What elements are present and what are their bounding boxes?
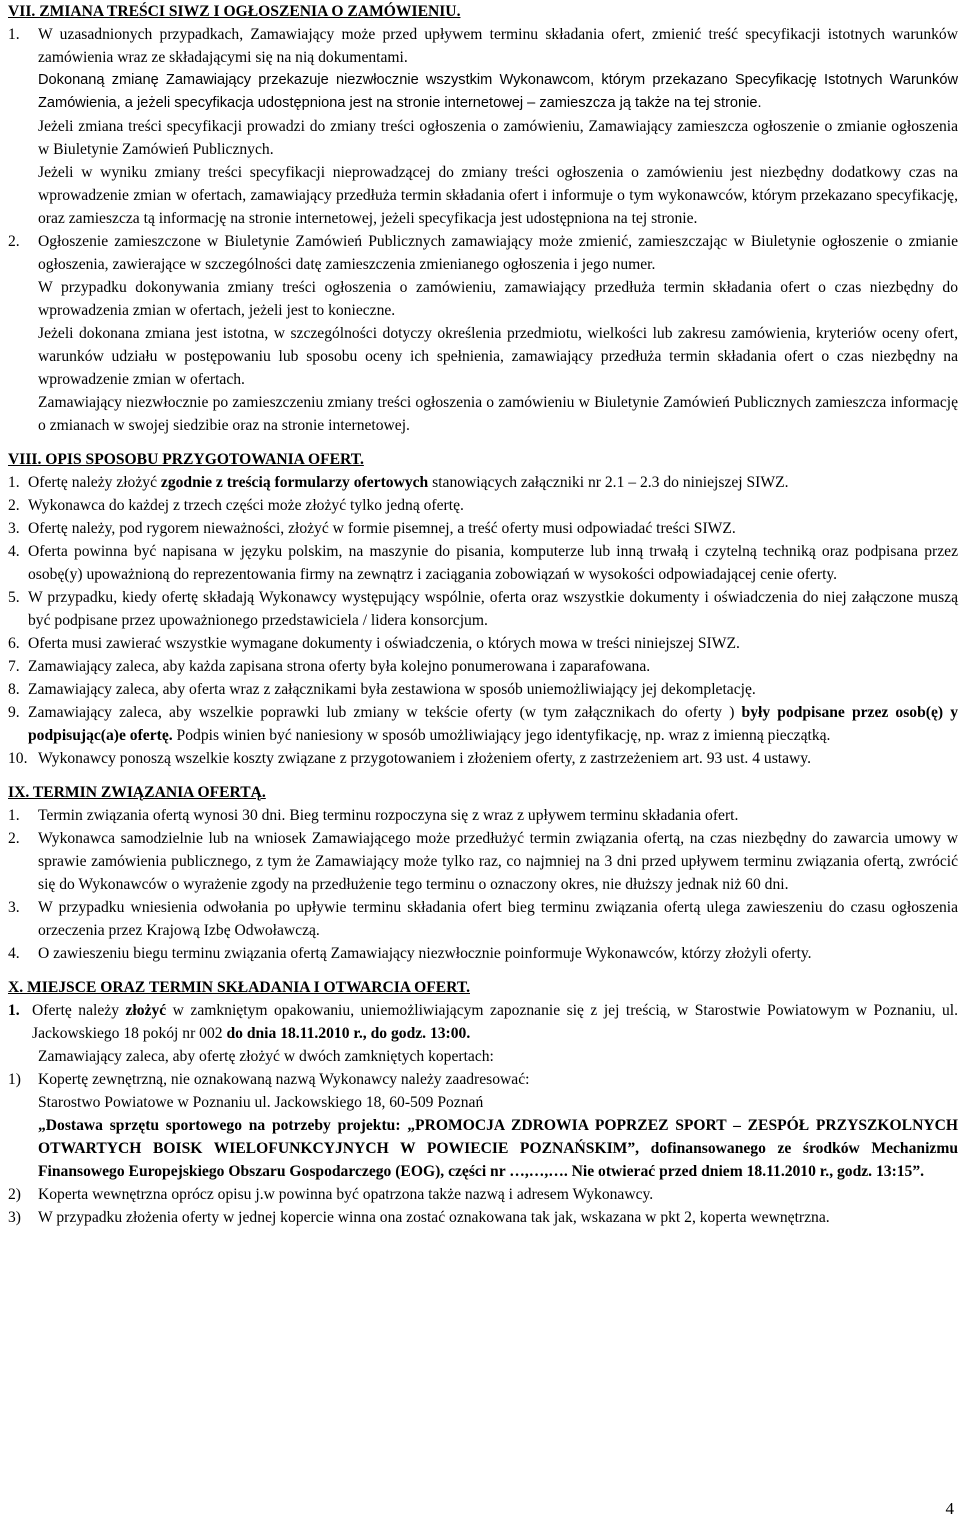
paragraph: Ofertę należy złożyć zgodnie z treścią formularzy ofertowych stanowiących załączniki nr 2.1 – 2.3 do niniejszej SIWZ. <box>28 474 789 491</box>
list-item <box>8 999 958 1045</box>
list-item <box>8 701 958 747</box>
section-heading-viii: VIII. OPIS SPOSOBU PRZYGOTOWANIA OFERT. <box>8 451 364 468</box>
item-number: 4. <box>8 543 20 560</box>
paragraph: Zamawiający zaleca, aby każda zapisana strona oferty była kolejno ponumerowana i zaparafowana. <box>28 658 651 675</box>
envelope-label: „Dostawa sprzętu sportowego na potrzeby projektu: „PROMOCJA ZDROWIA POPRZEZ SPORT – ZESPÓŁ PRZYSZKOLNYCH OTWARTYCH BOISK WIELOFUNKCYJNYCH W POWIECIE POZNAŃSKIM”, dofinansowanego ze środków Mechanizmu Finansowego Europejskiego Obszaru Gospodarczego (EOG), części nr …,…,…. Nie otwierać przed dniem 18.11.2010 r., godz. 13:15”. <box>38 1117 958 1180</box>
item-number: 1. <box>8 26 20 43</box>
document-page <box>8 0 958 1229</box>
paragraph: Oferta powinna być napisana w języku polskim, na maszynie do pisania, komputerze lub inną trwałą i czytelną techniką oraz podpisana przez osobę(y) upoważnioną do reprezentowania firmy na zewnątrz i zaciągania zobowiązań w wysokości odpowiadającej cenie oferty. <box>28 543 958 583</box>
paragraph: Jeżeli w wyniku zmiany treści specyfikacji nieprowadzącej do zmiany treści ogłoszenia o zamówieniu jest niezbędny dodatkowy czas na wprowadzenie zmian w ofertach, zamawiający przedłuża termin składania ofert i informuje o tym wykonawców, którym przekazano specyfikację, oraz zamieszcza tą informację na stronie internetowej, jeżeli specyfikacja jest udostępniona na tej stronie. <box>38 164 958 227</box>
paragraph: Jeżeli dokonana zmiana jest istotna, w szczególności dotyczy określenia przedmiotu, wielkości lub zakresu zamówienia, kryteriów oceny ofert, warunków udziału w postępowaniu lub sposobu oceny ich spełnienia, zamawiający przedłuża termin składania ofert o czas niezbędny na wprowadzenie zmian w ofertach. <box>38 325 958 388</box>
item-number: 2) <box>8 1186 21 1203</box>
item-number: 8. <box>8 681 20 698</box>
paragraph: Ofertę należy, pod rygorem nieważności, złożyć w formie pisemnej, a treść oferty musi odpowiadać treści SIWZ. <box>28 520 736 537</box>
paragraph: Dokonaną zmianę Zamawiający przekazuje niezwłocznie wszystkim Wykonawcom, którym przekazano Specyfikację Istotnych Warunków Zamówienia, a jeżeli specyfikacja udostępniona jest na stronie internetowej – zamieszcza ją także na tej stronie. <box>38 72 958 111</box>
section-heading-ix: IX. TERMIN ZWIĄZANIA OFERTĄ. <box>8 784 266 801</box>
list-item <box>8 827 958 896</box>
item-number: 4. <box>8 945 20 962</box>
item-number: 1. <box>8 474 20 491</box>
paragraph: W przypadku wniesienia odwołania po upływie terminu składania ofert bieg terminu związania ofertą ulega zawieszeniu do czasu ogłoszenia orzeczenia przez Krajową Izbę Odwoławczą. <box>38 899 958 939</box>
paragraph: Ofertę należy złożyć w zamkniętym opakowaniu, uniemożliwiającym zapoznanie się z jej treścią, w Starostwie Powiatowym w Poznaniu, ul. Jackowskiego 18 pokój nr 002 do dnia 18.11.2010 r., do godz. 13:00. <box>32 1002 958 1042</box>
list-item <box>8 23 958 230</box>
list-item <box>8 1068 958 1183</box>
paragraph: Wykonawca do każdej z trzech części może złożyć tylko jedną ofertę. <box>28 497 464 514</box>
paragraph: Zamawiający zaleca, aby oferta wraz z załącznikami była zestawiona w sposób uniemożliwiający jej dekompletację. <box>28 681 756 698</box>
item-number: 3. <box>8 899 20 916</box>
paragraph: Kopertę zewnętrzną, nie oznakowaną nazwą Wykonawcy należy zaadresować: <box>38 1071 530 1088</box>
list-item <box>8 804 958 827</box>
list-item <box>8 1183 958 1206</box>
item-number: 10. <box>8 750 28 767</box>
paragraph: Wykonawca samodzielnie lub na wniosek Zamawiającego może przedłużyć termin związania ofertą, na czas niezbędny do zawarcia umowy w sprawie zamówienia publicznego, z tym że Zamawiający może tylko raz, co najmniej na 3 dni przed upływem terminu związania ofertą, zwrócić się do Wykonawców o wyrażenie zgody na przedłużenie tego terminu o oznaczony okres, nie dłuższy jednak niż 60 dni. <box>38 830 958 893</box>
paragraph: Zamawiający niezwłocznie po zamieszczeniu zmiany treści ogłoszenia o zamówieniu w Biuletynie Zamówień Publicznych zamieszcza informację o zmianach w swojej siedzibie oraz na stronie internetowej. <box>38 394 958 434</box>
list-item <box>8 942 958 965</box>
paragraph: Termin związania ofertą wynosi 30 dni. Bieg terminu rozpoczyna się z wraz z upływem terminu składania ofert. <box>38 807 739 824</box>
list-item <box>8 230 958 437</box>
paragraph: Zamawiający zaleca, aby wszelkie poprawki lub zmiany w tekście oferty (w tym załącznikach do oferty ) były podpisane przez osob(ę) y podpisując(a)e ofertę. Podpis winien być naniesiony w sposób umożliwiający jego identyfikację, np. wraz z imienną pieczątką. <box>28 704 958 744</box>
list-item <box>8 586 958 632</box>
item-number: 9. <box>8 704 20 721</box>
address-line: Starostwo Powiatowe w Poznaniu ul. Jackowskiego 18, 60-509 Poznań <box>38 1094 484 1111</box>
list-item <box>8 632 958 655</box>
list-item <box>8 517 958 540</box>
item-number: 1) <box>8 1071 21 1088</box>
list-item <box>8 1206 958 1229</box>
section-heading-vii: VII. ZMIANA TREŚCI SIWZ I OGŁOSZENIA O ZAMÓWIENIU. <box>8 3 461 20</box>
list-item <box>8 471 958 494</box>
list-item <box>8 896 958 942</box>
item-number: 2. <box>8 233 20 250</box>
paragraph: Koperta wewnętrzna oprócz opisu j.w powinna być opatrzona także nazwą i adresem Wykonawcy. <box>38 1186 654 1203</box>
list-item <box>8 494 958 517</box>
item-number: 2. <box>8 830 20 847</box>
list-item <box>8 678 958 701</box>
item-number: 7. <box>8 658 20 675</box>
paragraph: Oferta musi zawierać wszystkie wymagane dokumenty i oświadczenia, o których mowa w treści niniejszej SIWZ. <box>28 635 740 652</box>
paragraph: W przypadku złożenia oferty w jednej kopercie winna ona zostać oznakowana tak jak, wskazana w pkt 2, koperta wewnętrzna. <box>38 1209 830 1226</box>
page-number: 4 <box>945 1499 954 1518</box>
paragraph: Wykonawcy ponoszą wszelkie koszty związane z przygotowaniem i złożeniem oferty, z zastrzeżeniem art. 93 ust. 4 ustawy. <box>38 750 811 767</box>
section-heading-x: X. MIEJSCE ORAZ TERMIN SKŁADANIA I OTWARCIA OFERT. <box>8 979 470 996</box>
item-number: 2. <box>8 497 20 514</box>
paragraph: Zamawiający zaleca, aby ofertę złożyć w dwóch zamkniętych kopertach: <box>38 1048 494 1065</box>
item-number: 1. <box>8 1002 20 1019</box>
item-number: 1. <box>8 807 20 824</box>
list-item <box>8 540 958 586</box>
paragraph: Jeżeli zmiana treści specyfikacji prowadzi do zmiany treści ogłoszenia o zamówieniu, Zamawiający zamieszcza ogłoszenie o zmianie ogłoszenia w Biuletynie Zamówień Publicznych. <box>38 118 958 158</box>
paragraph: W uzasadnionych przypadkach, Zamawiający może przed upływem terminu składania ofert, zmienić treść specyfikacji istotnych warunków zamówienia wraz ze składającymi się na nią dokumentami. <box>38 26 958 66</box>
paragraph: O zawieszeniu biegu terminu związania ofertą Zamawiający niezwłocznie poinformuje Wykonawców, którzy złożyli oferty. <box>38 945 812 962</box>
paragraph: W przypadku dokonywania zmiany treści ogłoszenia o zamówieniu, zamawiający przedłuża termin składania ofert o czas niezbędny do wprowadzenia zmian w ofertach, jeżeli jest to konieczne. <box>38 279 958 319</box>
item-number: 3) <box>8 1209 21 1226</box>
paragraph: Ogłoszenie zamieszczone w Biuletynie Zamówień Publicznych zamawiający może zmienić, zamieszczając w Biuletynie ogłoszenie o zmianie ogłoszenia, zawierające w szczególności datę zamieszczenia zmienianego ogłoszenia i jego numer. <box>38 233 958 273</box>
list-item <box>8 655 958 678</box>
item-number: 6. <box>8 635 20 652</box>
paragraph: W przypadku, kiedy ofertę składają Wykonawcy występujący wspólnie, oferta oraz wszystkie dokumenty i oświadczenia do niej załączone muszą być podpisane przez upoważnionego przedstawiciela / lidera konsorcjum. <box>28 589 958 629</box>
item-number: 3. <box>8 520 20 537</box>
item-number: 5. <box>8 589 20 606</box>
list-item <box>8 747 958 770</box>
